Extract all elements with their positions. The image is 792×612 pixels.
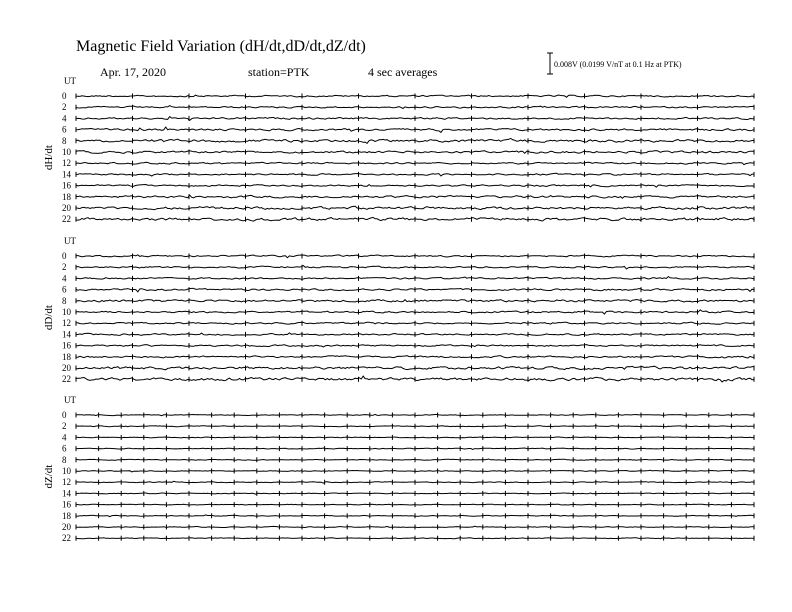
hour-label: 16 (62, 180, 71, 191)
hour-label: 10 (62, 466, 71, 476)
hour-label: 8 (62, 295, 67, 306)
hour-label: 6 (62, 124, 67, 135)
hour-label: 6 (62, 443, 67, 454)
panel-dhdt (43, 76, 754, 224)
hour-label: 20 (62, 522, 71, 532)
hour-label: 4 (62, 273, 67, 284)
hour-label: 0 (62, 91, 67, 101)
hour-label: 6 (62, 284, 67, 295)
station-label: station=PTK (248, 65, 310, 79)
hour-label: 8 (62, 135, 67, 146)
hour-label: 22 (62, 533, 71, 544)
chart-title: Magnetic Field Variation (dH/dt,dD/dt,dZ/dt) (76, 38, 366, 55)
hour-label: 12 (62, 318, 71, 329)
hour-label: 4 (62, 113, 67, 124)
ut-label: UT (64, 395, 76, 405)
panel-label: dD/dt (43, 305, 55, 331)
hour-label: 12 (62, 158, 71, 169)
panel-label: dH/dt (43, 145, 55, 171)
scale-label: 0.008V (0.0199 V/nT at 0.1 Hz at PTK) (554, 60, 682, 69)
hour-label: 18 (62, 510, 71, 521)
hour-label: 14 (62, 169, 71, 180)
hour-label: 10 (62, 147, 71, 157)
hour-label: 14 (62, 488, 71, 499)
hour-label: 14 (62, 329, 71, 340)
averaging-label: 4 sec averages (368, 65, 438, 79)
hour-label: 0 (62, 251, 67, 261)
ut-label: UT (64, 236, 76, 246)
hour-label: 2 (62, 102, 67, 113)
hour-label: 18 (62, 191, 71, 202)
hour-label: 2 (62, 421, 67, 432)
hour-label: 4 (62, 432, 67, 443)
hour-label: 20 (62, 203, 71, 213)
hour-label: 0 (62, 410, 67, 420)
date-label: Apr. 17, 2020 (100, 65, 166, 79)
hour-label: 8 (62, 454, 67, 465)
panel-dzdt (43, 395, 754, 543)
hour-label: 18 (62, 351, 71, 362)
ut-label: UT (64, 76, 76, 86)
hour-label: 16 (62, 499, 71, 510)
hour-label: 12 (62, 477, 71, 488)
hour-label: 2 (62, 262, 67, 273)
hour-label: 22 (62, 374, 71, 385)
hour-label: 22 (62, 214, 71, 225)
hour-label: 20 (62, 363, 71, 373)
panel-label: dZ/dt (43, 464, 55, 489)
panel-dddt (43, 236, 754, 384)
hour-label: 16 (62, 340, 71, 351)
hour-label: 10 (62, 307, 71, 317)
scale-bar (547, 53, 553, 74)
